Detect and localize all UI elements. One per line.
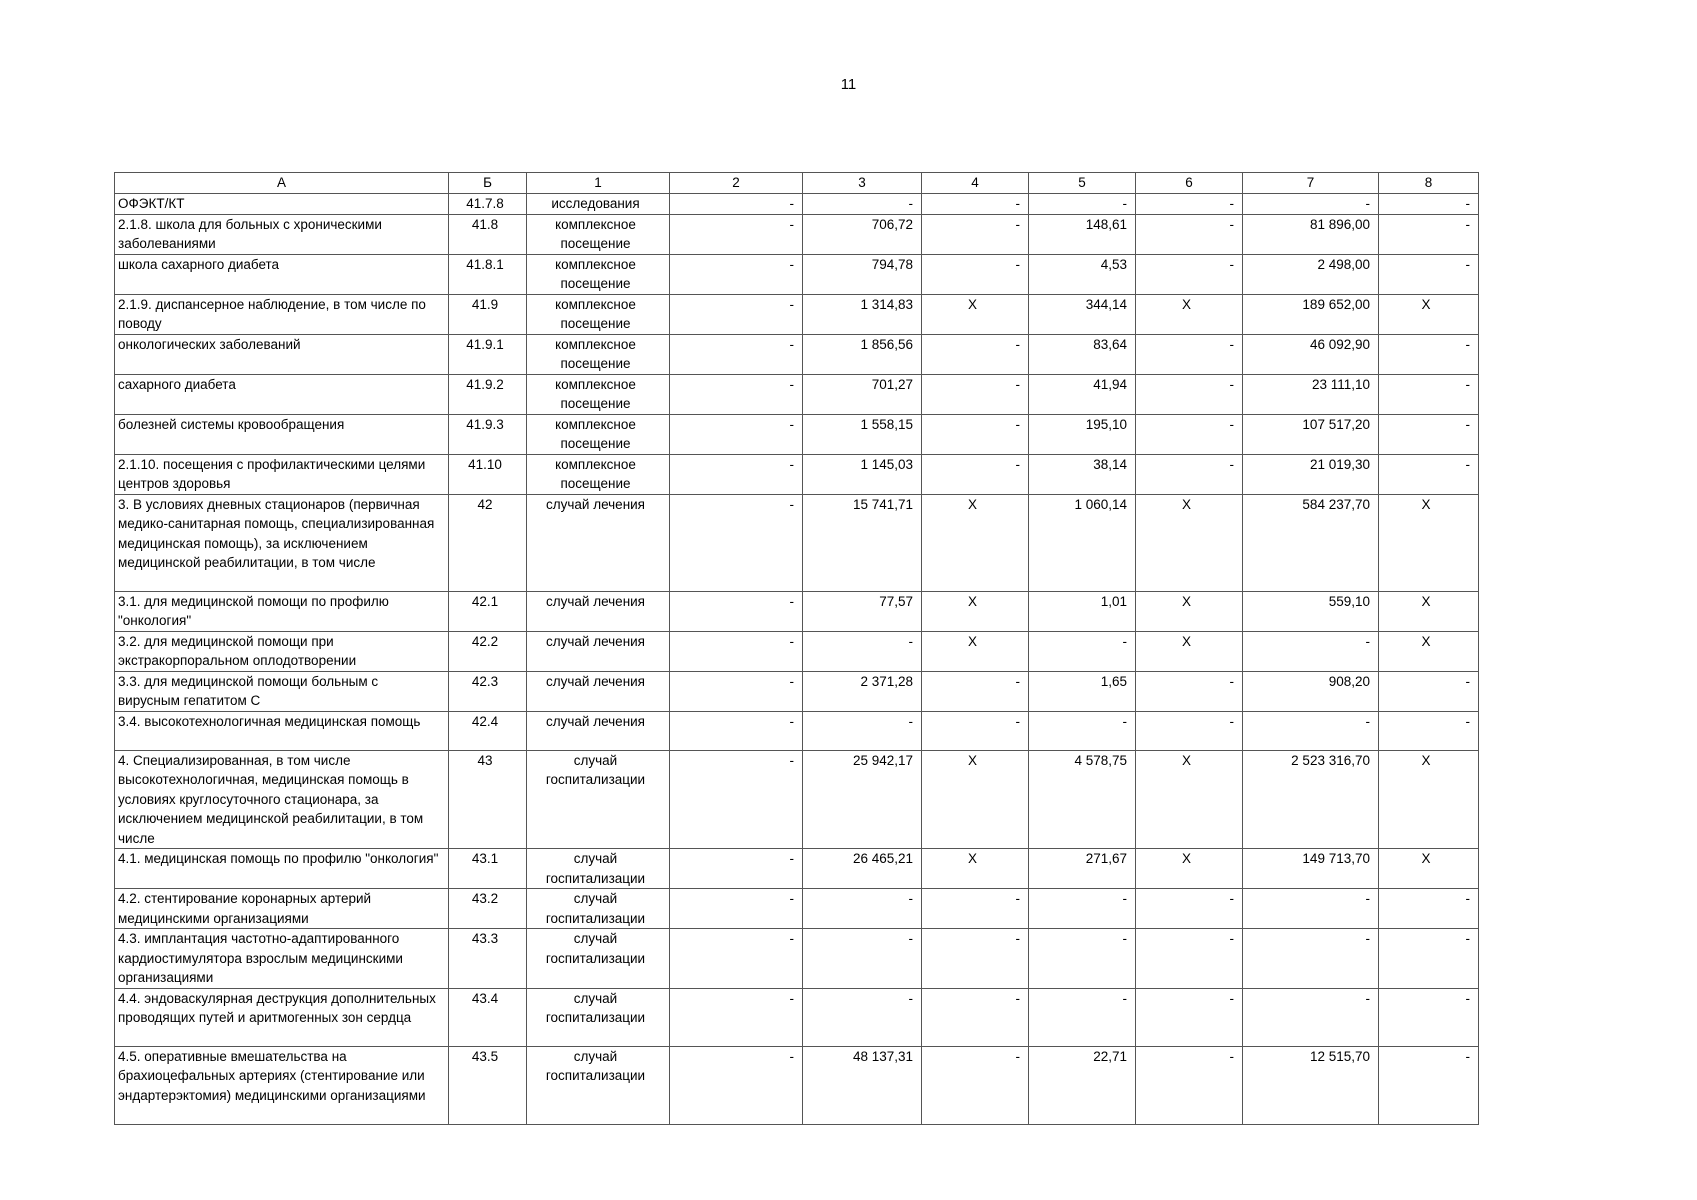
col-8-cell: - — [1379, 988, 1479, 1046]
col-5-cell: - — [1029, 929, 1136, 989]
col-7-cell: - — [1243, 929, 1379, 989]
col-6-cell: X — [1136, 631, 1243, 671]
row-code-cell: 41.8 — [449, 214, 527, 254]
row-name-cell: 4.5. оперативные вмешательства на брахиоцефальных артериях (стентирование или эндартерэктомия) медицинскими организациями — [115, 1046, 449, 1124]
table-row — [115, 591, 1479, 631]
col-3-cell: - — [803, 711, 922, 750]
col-7-cell: - — [1243, 988, 1379, 1046]
col-6-cell: - — [1136, 671, 1243, 711]
row-code-cell: 42 — [449, 494, 527, 591]
col-6-cell: - — [1136, 889, 1243, 929]
col-3-cell: 701,27 — [803, 374, 922, 414]
col-3-cell: 1 558,15 — [803, 414, 922, 454]
table-row — [115, 849, 1479, 889]
column-header: 8 — [1379, 173, 1479, 194]
col-2-cell: - — [670, 631, 803, 671]
row-code-cell: 43.2 — [449, 889, 527, 929]
column-header: 5 — [1029, 173, 1136, 194]
table-row — [115, 214, 1479, 254]
col-5-cell: 38,14 — [1029, 454, 1136, 494]
col-2-cell: - — [670, 929, 803, 989]
col-8-cell: - — [1379, 414, 1479, 454]
col-6-cell: - — [1136, 254, 1243, 294]
row-code-cell: 43 — [449, 750, 527, 849]
col-6-cell: X — [1136, 750, 1243, 849]
col-6-cell: - — [1136, 988, 1243, 1046]
row-name-cell: 3. В условиях дневных стационаров (первичная медико-санитарная помощь, специализированная медицинская помощь), за исключением медицинской реабилитации, в том числе — [115, 494, 449, 591]
column-header: 6 — [1136, 173, 1243, 194]
col-4-cell: - — [922, 929, 1029, 989]
col-3-cell: 15 741,71 — [803, 494, 922, 591]
row-name-cell: 4.2. стентирование коронарных артерий медицинскими организациями — [115, 889, 449, 929]
row-unit-cell: случай госпитализации — [527, 1046, 670, 1124]
table-row — [115, 988, 1479, 1046]
col-5-cell: 271,67 — [1029, 849, 1136, 889]
table-row — [115, 494, 1479, 591]
col-8-cell: X — [1379, 849, 1479, 889]
col-6-cell: - — [1136, 214, 1243, 254]
col-7-cell: - — [1243, 194, 1379, 215]
col-7-cell: 12 515,70 — [1243, 1046, 1379, 1124]
col-2-cell: - — [670, 254, 803, 294]
row-unit-cell: случай госпитализации — [527, 988, 670, 1046]
col-5-cell: 195,10 — [1029, 414, 1136, 454]
col-3-cell: 2 371,28 — [803, 671, 922, 711]
row-name-cell: 4. Специализированная, в том числе высокотехнологичная, медицинская помощь в условиях круглосуточного стационара, за исключением медицинской реабилитации, в том числе — [115, 750, 449, 849]
row-code-cell: 42.3 — [449, 671, 527, 711]
row-unit-cell: случай госпитализации — [527, 929, 670, 989]
col-5-cell: 1,65 — [1029, 671, 1136, 711]
column-header: 3 — [803, 173, 922, 194]
row-unit-cell: комплексное посещение — [527, 414, 670, 454]
table-row — [115, 671, 1479, 711]
row-name-cell: сахарного диабета — [115, 374, 449, 414]
col-7-cell: 584 237,70 — [1243, 494, 1379, 591]
col-8-cell: X — [1379, 294, 1479, 334]
col-2-cell: - — [670, 849, 803, 889]
col-8-cell: - — [1379, 889, 1479, 929]
col-8-cell: - — [1379, 1046, 1479, 1124]
col-4-cell: - — [922, 454, 1029, 494]
table-row — [115, 889, 1479, 929]
row-unit-cell: комплексное посещение — [527, 214, 670, 254]
row-code-cell: 43.5 — [449, 1046, 527, 1124]
data-table — [114, 172, 1479, 1125]
col-3-cell: - — [803, 631, 922, 671]
col-8-cell: - — [1379, 454, 1479, 494]
page-number: 11 — [840, 76, 857, 93]
col-4-cell: - — [922, 334, 1029, 374]
col-5-cell: - — [1029, 711, 1136, 750]
col-7-cell: 908,20 — [1243, 671, 1379, 711]
row-unit-cell: случай лечения — [527, 671, 670, 711]
row-unit-cell: случай лечения — [527, 711, 670, 750]
col-4-cell: X — [922, 294, 1029, 334]
col-2-cell: - — [670, 194, 803, 215]
col-3-cell: - — [803, 988, 922, 1046]
row-unit-cell: комплексное посещение — [527, 294, 670, 334]
col-2-cell: - — [670, 494, 803, 591]
row-name-cell: 2.1.9. диспансерное наблюдение, в том числе по поводу — [115, 294, 449, 334]
column-header: 4 — [922, 173, 1029, 194]
row-name-cell: 3.3. для медицинской помощи больным с вирусным гепатитом С — [115, 671, 449, 711]
column-header: А — [115, 173, 449, 194]
col-4-cell: - — [922, 711, 1029, 750]
col-7-cell: - — [1243, 889, 1379, 929]
col-3-cell: - — [803, 889, 922, 929]
col-5-cell: - — [1029, 988, 1136, 1046]
col-8-cell: - — [1379, 929, 1479, 989]
col-8-cell: - — [1379, 334, 1479, 374]
col-4-cell: X — [922, 631, 1029, 671]
col-2-cell: - — [670, 889, 803, 929]
row-name-cell: 2.1.10. посещения с профилактическими целями центров здоровья — [115, 454, 449, 494]
col-6-cell: - — [1136, 711, 1243, 750]
col-3-cell: 77,57 — [803, 591, 922, 631]
col-8-cell: - — [1379, 374, 1479, 414]
table-row — [115, 254, 1479, 294]
col-7-cell: 2 498,00 — [1243, 254, 1379, 294]
table-row — [115, 631, 1479, 671]
col-2-cell: - — [670, 671, 803, 711]
row-name-cell: 4.1. медицинская помощь по профилю "онкология" — [115, 849, 449, 889]
col-7-cell: 23 111,10 — [1243, 374, 1379, 414]
col-2-cell: - — [670, 1046, 803, 1124]
row-name-cell: 3.4. высокотехнологичная медицинская помощь — [115, 711, 449, 750]
col-2-cell: - — [670, 591, 803, 631]
col-2-cell: - — [670, 334, 803, 374]
col-2-cell: - — [670, 374, 803, 414]
table-row — [115, 711, 1479, 750]
col-8-cell: X — [1379, 591, 1479, 631]
col-4-cell: - — [922, 1046, 1029, 1124]
row-unit-cell: комплексное посещение — [527, 454, 670, 494]
col-7-cell: - — [1243, 631, 1379, 671]
col-2-cell: - — [670, 414, 803, 454]
row-name-cell: 4.4. эндоваскулярная деструкция дополнительных проводящих путей и аритмогенных зон сердца — [115, 988, 449, 1046]
col-7-cell: 21 019,30 — [1243, 454, 1379, 494]
col-6-cell: X — [1136, 591, 1243, 631]
col-2-cell: - — [670, 750, 803, 849]
row-unit-cell: случай лечения — [527, 494, 670, 591]
col-3-cell: 48 137,31 — [803, 1046, 922, 1124]
row-name-cell: 4.3. имплантация частотно-адаптированного кардиостимулятора взрослым медицинскими организациями — [115, 929, 449, 989]
col-4-cell: X — [922, 494, 1029, 591]
col-8-cell: - — [1379, 671, 1479, 711]
col-2-cell: - — [670, 988, 803, 1046]
col-5-cell: - — [1029, 194, 1136, 215]
col-4-cell: - — [922, 254, 1029, 294]
col-5-cell: 83,64 — [1029, 334, 1136, 374]
col-6-cell: - — [1136, 929, 1243, 989]
row-name-cell: ОФЭКТ/КТ — [115, 194, 449, 215]
col-5-cell: 22,71 — [1029, 1046, 1136, 1124]
row-code-cell: 41.9.3 — [449, 414, 527, 454]
col-2-cell: - — [670, 454, 803, 494]
table-row — [115, 414, 1479, 454]
col-2-cell: - — [670, 214, 803, 254]
row-code-cell: 41.8.1 — [449, 254, 527, 294]
table-body — [115, 194, 1479, 1125]
col-5-cell: 344,14 — [1029, 294, 1136, 334]
col-3-cell: - — [803, 194, 922, 215]
row-name-cell: школа сахарного диабета — [115, 254, 449, 294]
col-3-cell: 706,72 — [803, 214, 922, 254]
row-unit-cell: случай лечения — [527, 631, 670, 671]
col-5-cell: - — [1029, 631, 1136, 671]
table-row — [115, 374, 1479, 414]
column-header: 7 — [1243, 173, 1379, 194]
col-4-cell: - — [922, 194, 1029, 215]
col-7-cell: 2 523 316,70 — [1243, 750, 1379, 849]
col-3-cell: 25 942,17 — [803, 750, 922, 849]
row-code-cell: 41.10 — [449, 454, 527, 494]
col-5-cell: - — [1029, 889, 1136, 929]
row-unit-cell: случай госпитализации — [527, 889, 670, 929]
col-4-cell: - — [922, 889, 1029, 929]
col-7-cell: 559,10 — [1243, 591, 1379, 631]
col-4-cell: - — [922, 988, 1029, 1046]
table-row — [115, 454, 1479, 494]
col-4-cell: X — [922, 591, 1029, 631]
col-5-cell: 148,61 — [1029, 214, 1136, 254]
col-5-cell: 41,94 — [1029, 374, 1136, 414]
row-name-cell: онкологических заболеваний — [115, 334, 449, 374]
row-name-cell: 2.1.8. школа для больных с хроническими заболеваниями — [115, 214, 449, 254]
row-code-cell: 42.4 — [449, 711, 527, 750]
col-7-cell: 189 652,00 — [1243, 294, 1379, 334]
col-4-cell: - — [922, 374, 1029, 414]
col-8-cell: - — [1379, 214, 1479, 254]
col-7-cell: 81 896,00 — [1243, 214, 1379, 254]
col-6-cell: X — [1136, 494, 1243, 591]
row-unit-cell: комплексное посещение — [527, 374, 670, 414]
col-5-cell: 4,53 — [1029, 254, 1136, 294]
col-7-cell: 149 713,70 — [1243, 849, 1379, 889]
col-8-cell: X — [1379, 750, 1479, 849]
table-row — [115, 294, 1479, 334]
table-row — [115, 1046, 1479, 1124]
col-6-cell: X — [1136, 294, 1243, 334]
row-code-cell: 42.1 — [449, 591, 527, 631]
row-unit-cell: случай госпитализации — [527, 750, 670, 849]
col-5-cell: 1 060,14 — [1029, 494, 1136, 591]
col-6-cell: - — [1136, 414, 1243, 454]
col-2-cell: - — [670, 711, 803, 750]
col-8-cell: X — [1379, 631, 1479, 671]
row-name-cell: 3.2. для медицинской помощи при экстракорпоральном оплодотворении — [115, 631, 449, 671]
col-4-cell: - — [922, 414, 1029, 454]
col-7-cell: - — [1243, 711, 1379, 750]
col-2-cell: - — [670, 294, 803, 334]
col-6-cell: - — [1136, 374, 1243, 414]
table-header-row — [115, 173, 1479, 194]
column-header: Б — [449, 173, 527, 194]
table-row — [115, 334, 1479, 374]
col-3-cell: 26 465,21 — [803, 849, 922, 889]
table-row — [115, 750, 1479, 849]
col-3-cell: 1 314,83 — [803, 294, 922, 334]
row-name-cell: 3.1. для медицинской помощи по профилю "онкология" — [115, 591, 449, 631]
row-code-cell: 41.7.8 — [449, 194, 527, 215]
col-6-cell: - — [1136, 194, 1243, 215]
row-code-cell: 43.4 — [449, 988, 527, 1046]
row-unit-cell: комплексное посещение — [527, 254, 670, 294]
col-3-cell: 794,78 — [803, 254, 922, 294]
col-6-cell: - — [1136, 1046, 1243, 1124]
col-6-cell: X — [1136, 849, 1243, 889]
col-8-cell: - — [1379, 254, 1479, 294]
col-3-cell: 1 145,03 — [803, 454, 922, 494]
row-code-cell: 43.1 — [449, 849, 527, 889]
col-3-cell: - — [803, 929, 922, 989]
col-6-cell: - — [1136, 334, 1243, 374]
col-5-cell: 1,01 — [1029, 591, 1136, 631]
col-8-cell: - — [1379, 711, 1479, 750]
column-header: 2 — [670, 173, 803, 194]
row-name-cell: болезней системы кровообращения — [115, 414, 449, 454]
col-7-cell: 46 092,90 — [1243, 334, 1379, 374]
col-7-cell: 107 517,20 — [1243, 414, 1379, 454]
col-8-cell: X — [1379, 494, 1479, 591]
table-row — [115, 194, 1479, 215]
row-code-cell: 41.9.1 — [449, 334, 527, 374]
table-row — [115, 929, 1479, 989]
row-unit-cell: случай лечения — [527, 591, 670, 631]
col-4-cell: X — [922, 849, 1029, 889]
col-6-cell: - — [1136, 454, 1243, 494]
row-code-cell: 41.9.2 — [449, 374, 527, 414]
row-unit-cell: исследования — [527, 194, 670, 215]
row-unit-cell: комплексное посещение — [527, 334, 670, 374]
col-4-cell: - — [922, 671, 1029, 711]
row-code-cell: 43.3 — [449, 929, 527, 989]
row-unit-cell: случай госпитализации — [527, 849, 670, 889]
col-5-cell: 4 578,75 — [1029, 750, 1136, 849]
col-4-cell: X — [922, 750, 1029, 849]
col-8-cell: - — [1379, 194, 1479, 215]
row-code-cell: 41.9 — [449, 294, 527, 334]
row-code-cell: 42.2 — [449, 631, 527, 671]
col-4-cell: - — [922, 214, 1029, 254]
column-header: 1 — [527, 173, 670, 194]
col-3-cell: 1 856,56 — [803, 334, 922, 374]
